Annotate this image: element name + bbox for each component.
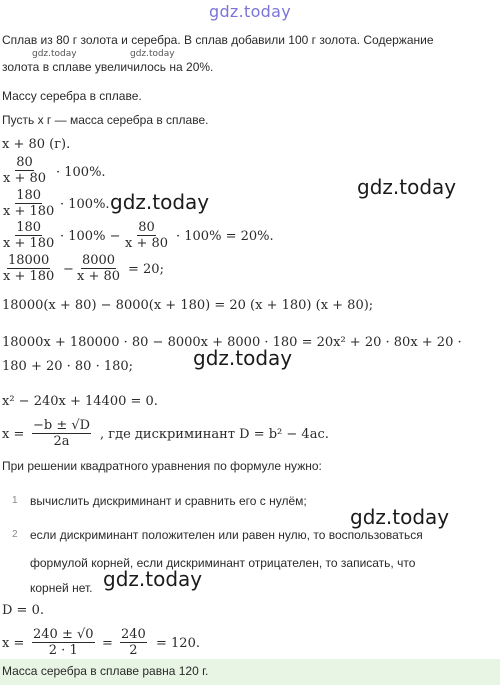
root-fraction-1-numerator: 240 ± √0 [33, 627, 94, 642]
fraction-3b-numerator: 80 [138, 220, 155, 235]
equation-8: x² − 240x + 14400 = 0. [2, 394, 158, 409]
watermark-small-1: gdz.today [32, 49, 77, 59]
total-expression: x + 80 (г). [2, 137, 71, 152]
fraction-2-numerator: 180 [16, 188, 42, 203]
problem-line-2: золота в сплаве увеличилось на 20%. [2, 60, 214, 74]
fraction-4-tail: = 20; [128, 262, 164, 277]
step-2-line-2: формулой корней, если дискриминант отрицателен, то записать, что [30, 556, 416, 570]
equation-7: 180 + 20 · 80 · 180; [2, 359, 134, 374]
let-text: Пусть x г — масса серебра в сплаве. [2, 113, 209, 127]
fraction-2-denominator: x + 180 [3, 204, 55, 219]
fraction-3a [2, 220, 55, 251]
watermark-mid-1: gdz.today [110, 190, 210, 214]
step-1-text: вычислить дискриминант и сравнить его с нулём; [30, 494, 307, 508]
equation-10-lhs: x = [2, 636, 25, 651]
watermark-small-2: gdz.today [130, 49, 175, 59]
equation-10-equals: = [102, 636, 113, 651]
watermark-right: gdz.today [357, 175, 457, 199]
equation-9-tail: , где дискриминант D = b² − 4ac. [100, 427, 329, 442]
fraction-4a-denominator: x + 180 [3, 269, 55, 284]
problem-line-1: Сплав из 80 г золота и серебра. В сплав добавили 100 г золота. Содержание [2, 33, 434, 47]
hint-text: При решении квадратного уравнения по формуле нужно: [2, 459, 322, 473]
fraction-1-tail: · 100%. [56, 165, 106, 180]
discriminant-value: D = 0. [2, 603, 44, 618]
equation-10-tail: = 120. [156, 636, 200, 651]
step-1-number: 1 [12, 495, 18, 506]
fraction-3a-numerator: 180 [16, 220, 42, 235]
root-fraction-2-denominator: 2 [129, 643, 138, 658]
fraction-4a-numerator: 18000 [7, 253, 50, 268]
watermark-mid-2: gdz.today [193, 346, 293, 370]
equation-9-lhs: x = [2, 427, 25, 442]
fraction-3-mid: · 100% − [60, 229, 121, 244]
step-2-number: 2 [12, 529, 18, 540]
equation-5: 18000(x + 80) − 8000(x + 180) = 20 (x + 180) (x + 80); [2, 298, 374, 313]
root-fraction-2-numerator: 240 [121, 627, 146, 642]
watermark-mid-3: gdz.today [350, 505, 450, 529]
root-fraction-1 [32, 627, 95, 658]
watermark-top: gdz.today [209, 2, 291, 21]
fraction-4a [2, 253, 55, 284]
quadratic-formula-fraction [32, 418, 91, 449]
fraction-3b [124, 220, 169, 251]
fraction-1-denominator: x + 80 [3, 171, 47, 186]
step-2-line-1: если дискриминант положителен или равен нулю, то воспользоваться [30, 528, 423, 542]
fraction-3b-denominator: x + 80 [125, 236, 169, 251]
fraction-3a-denominator: x + 180 [3, 236, 55, 251]
fraction-4b-numerator: 8000 [81, 253, 116, 268]
fraction-4-minus: − [63, 262, 74, 277]
fraction-1-numerator: 80 [16, 155, 33, 170]
fraction-4b [76, 253, 121, 284]
quadratic-formula-denominator: 2a [53, 434, 70, 449]
root-fraction-1-denominator: 2 · 1 [48, 643, 78, 658]
fraction-3-tail: · 100% = 20%. [176, 229, 274, 244]
find-text: Массу серебра в сплаве. [2, 89, 142, 103]
root-fraction-2 [120, 627, 147, 658]
answer-banner [0, 659, 500, 685]
fraction-1 [2, 155, 47, 186]
fraction-4b-denominator: x + 80 [77, 269, 121, 284]
equation-6: 18000x + 180000 · 80 − 8000x + 8000 · 180 = 20x² + 20 · 80x + 20 · [2, 335, 462, 350]
fraction-2 [2, 188, 55, 219]
step-2-line-3: корней нет. [30, 581, 93, 595]
quadratic-formula-numerator: −b ± √D [33, 418, 91, 433]
answer-text: Масса серебра в сплаве равна 120 г. [2, 664, 209, 678]
watermark-mid-4: gdz.today [103, 567, 203, 591]
fraction-2-tail: · 100%. [60, 197, 110, 212]
